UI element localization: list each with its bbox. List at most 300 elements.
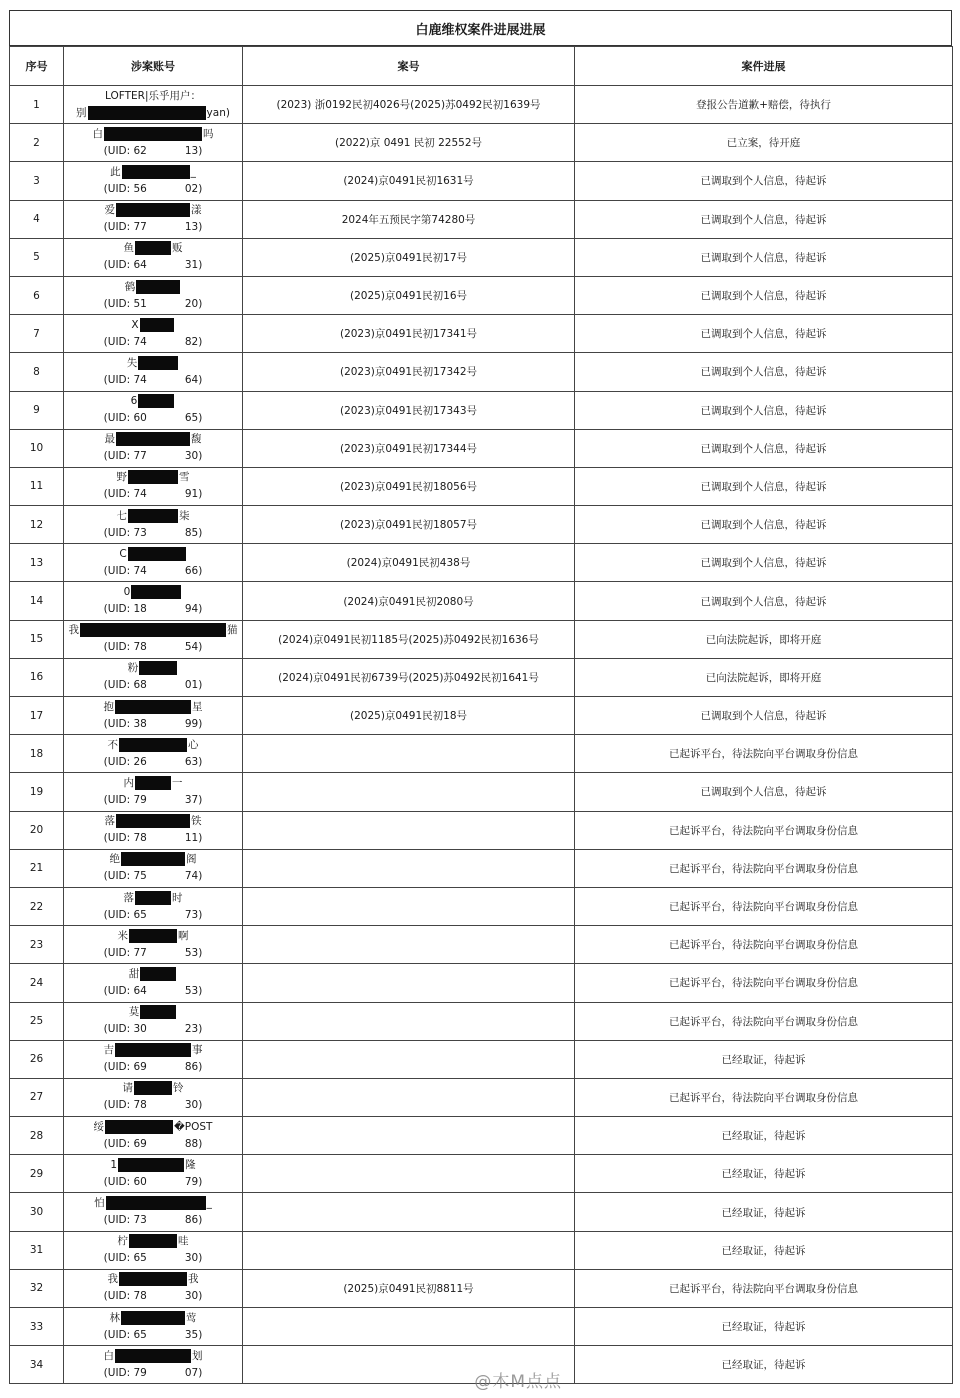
case-number-cell: (2024)京0491民初2080号 (243, 582, 575, 620)
row-index: 6 (10, 276, 64, 314)
uid-prefix: (UID: 18 (103, 603, 147, 616)
progress-cell: 已立案，待开庭 (575, 124, 953, 162)
progress-cell: 已起诉平台，待法院向平台调取身份信息 (575, 1002, 953, 1040)
progress-cell: 已起诉平台，待法院向平台调取身份信息 (575, 811, 953, 849)
uid-suffix: 30) (184, 1099, 203, 1112)
case-number-cell: (2023)京0491民初17344号 (243, 429, 575, 467)
progress-cell: 已调取到个人信息，待起诉 (575, 544, 953, 582)
redaction-bar (116, 814, 190, 828)
row-index: 2 (10, 124, 64, 162)
uid-suffix: 88) (184, 1137, 203, 1150)
uid-prefix: (UID: 60 (103, 412, 147, 425)
progress-cell: 已调取到个人信息，待起诉 (575, 773, 953, 811)
row-index: 32 (10, 1269, 64, 1307)
uid-prefix: (UID: 69 (103, 1061, 147, 1074)
account-cell (64, 658, 243, 696)
uid-prefix: (UID: 78 (103, 1099, 147, 1112)
account-prefix: 鹤 (124, 280, 136, 293)
table-row (10, 1078, 953, 1116)
account-cell (64, 86, 243, 124)
uid-prefix: (UID: 75 (103, 870, 147, 883)
account-suffix: 铁 (191, 815, 202, 828)
redaction-bar (135, 891, 171, 905)
row-index: 21 (10, 849, 64, 887)
uid-suffix: 73) (184, 908, 203, 921)
uid-suffix: 91) (184, 488, 203, 501)
account-prefix: 爱 (104, 204, 115, 217)
account-cell (64, 276, 243, 314)
uid-prefix: (UID: 56 (103, 182, 147, 195)
account-suffix: 雪 (179, 471, 190, 484)
progress-cell: 已经取证，待起诉 (575, 1193, 953, 1231)
row-index: 12 (10, 506, 64, 544)
case-number-cell: (2022)京 0491 民初 22552号 (243, 124, 575, 162)
progress-cell: 已经取证，待起诉 (575, 1117, 953, 1155)
redaction-bar (135, 241, 171, 255)
table-row (10, 697, 953, 735)
uid-prefix: (UID: 65 (103, 908, 147, 921)
uid-prefix: (UID: 79 (103, 793, 147, 806)
account-prefix: 别 (76, 106, 87, 119)
account-cell (64, 391, 243, 429)
account-cell (64, 1308, 243, 1346)
account-prefix: 怕 (94, 1197, 105, 1210)
uid-prefix: (UID: 78 (103, 641, 147, 654)
case-number-cell: (2025)京0491民初16号 (243, 276, 575, 314)
case-number-cell: (2023)京0491民初17342号 (243, 353, 575, 391)
progress-cell: 已调取到个人信息，待起诉 (575, 238, 953, 276)
row-index: 20 (10, 811, 64, 849)
progress-cell: 已调取到个人信息，待起诉 (575, 582, 953, 620)
account-cell (64, 1040, 243, 1078)
redaction-bar (138, 356, 178, 370)
uid-prefix: (UID: 79 (103, 1366, 147, 1379)
account-prefix: 请 (122, 1082, 133, 1095)
progress-cell: 已起诉平台，待法院向平台调取身份信息 (575, 1078, 953, 1116)
account-cell (64, 238, 243, 276)
row-index: 3 (10, 162, 64, 200)
case-number-cell (243, 1078, 575, 1116)
case-number-cell: (2023) 浙0192民初4026号(2025)苏0492民初1639号 (243, 86, 575, 124)
table-row (10, 887, 953, 925)
progress-cell: 已经取证，待起诉 (575, 1308, 953, 1346)
row-index: 9 (10, 391, 64, 429)
account-suffix: 我 (188, 1273, 199, 1286)
redaction-bar (139, 661, 177, 675)
progress-cell: 已调取到个人信息，待起诉 (575, 429, 953, 467)
account-cell (64, 1193, 243, 1231)
account-cell (64, 1346, 243, 1384)
header-index: 序号 (10, 47, 64, 86)
account-suffix: 铃 (173, 1082, 184, 1095)
account-suffix: 贩 (172, 242, 183, 255)
uid-suffix: 74) (184, 870, 203, 883)
case-number-cell (243, 1040, 575, 1078)
uid-suffix: 01) (184, 679, 203, 692)
table-row (10, 964, 953, 1002)
table-row (10, 315, 953, 353)
table-row (10, 506, 953, 544)
uid-prefix: (UID: 64 (103, 259, 147, 272)
redaction-bar (104, 127, 202, 141)
account-suffix: 星 (192, 700, 203, 713)
redaction-bar (88, 106, 206, 120)
case-number-cell (243, 964, 575, 1002)
case-number-cell: 2024年五预民字第74280号 (243, 200, 575, 238)
redaction-bar (121, 1311, 185, 1325)
uid-prefix: (UID: 62 (103, 144, 147, 157)
row-index: 29 (10, 1155, 64, 1193)
table-row (10, 1117, 953, 1155)
table-header-row (10, 47, 953, 86)
case-number-cell: (2025)京0491民初18号 (243, 697, 575, 735)
account-prefix: 白 (92, 127, 103, 140)
redaction-bar (128, 470, 178, 484)
row-index: 22 (10, 887, 64, 925)
row-index: 5 (10, 238, 64, 276)
account-cell (64, 582, 243, 620)
case-number-cell: (2023)京0491民初18057号 (243, 506, 575, 544)
case-number-cell (243, 1231, 575, 1269)
case-number-cell: (2025)京0491民初8811号 (243, 1269, 575, 1307)
table-row (10, 1269, 953, 1307)
case-number-cell (243, 1117, 575, 1155)
case-number-cell: (2023)京0491民初17343号 (243, 391, 575, 429)
uid-prefix: (UID: 51 (103, 297, 147, 310)
account-cell (64, 1078, 243, 1116)
progress-cell: 已调取到个人信息，待起诉 (575, 467, 953, 505)
account-prefix: 6 (130, 395, 138, 408)
progress-cell: 已起诉平台，待法院向平台调取身份信息 (575, 964, 953, 1002)
progress-cell: 已起诉平台，待法院向平台调取身份信息 (575, 926, 953, 964)
table-row (10, 276, 953, 314)
case-number-cell (243, 1308, 575, 1346)
progress-cell: 已调取到个人信息，待起诉 (575, 200, 953, 238)
progress-cell: 已经取证，待起诉 (575, 1231, 953, 1269)
uid-suffix: 65) (184, 412, 203, 425)
redaction-bar (106, 1196, 206, 1210)
uid-suffix: 30) (184, 1290, 203, 1303)
table-row (10, 1155, 953, 1193)
row-index: 19 (10, 773, 64, 811)
table-row (10, 1308, 953, 1346)
uid-suffix: 23) (184, 1023, 203, 1036)
uid-prefix: (UID: 30 (103, 1023, 147, 1036)
account-cell (64, 849, 243, 887)
uid-suffix: 13) (184, 144, 203, 157)
row-index: 10 (10, 429, 64, 467)
account-cell (64, 926, 243, 964)
account-line-1: LOFTER|乐乎用户： (105, 89, 201, 102)
account-cell (64, 811, 243, 849)
redaction-bar (128, 547, 186, 561)
table-row (10, 86, 953, 124)
redaction-bar (116, 203, 190, 217)
redaction-bar (115, 700, 191, 714)
progress-cell: 已起诉平台，待法院向平台调取身份信息 (575, 735, 953, 773)
uid-prefix: (UID: 74 (103, 564, 147, 577)
row-index: 24 (10, 964, 64, 1002)
progress-cell: 已经取证，待起诉 (575, 1040, 953, 1078)
case-number-cell: (2024)京0491民初438号 (243, 544, 575, 582)
account-suffix: 猫 (227, 624, 238, 637)
account-suffix: 吗 (203, 127, 214, 140)
account-suffix: �POST (174, 1120, 213, 1133)
uid-prefix: (UID: 77 (103, 450, 147, 463)
header-progress: 案件进展 (575, 47, 953, 86)
uid-suffix: 02) (184, 182, 203, 195)
document-title: 白鹿维权案件进展进展 (9, 10, 952, 46)
uid-suffix: 82) (184, 335, 203, 348)
header-case-number: 案号 (243, 47, 575, 86)
account-cell (64, 1231, 243, 1269)
redaction-bar (138, 394, 174, 408)
account-prefix: 落 (104, 815, 115, 828)
progress-cell: 已向法院起诉，即将开庭 (575, 620, 953, 658)
account-suffix: 阁 (186, 853, 197, 866)
account-prefix: 米 (117, 929, 128, 942)
uid-suffix: 86) (184, 1061, 203, 1074)
uid-prefix: (UID: 38 (103, 717, 147, 730)
account-suffix: 一 (172, 776, 183, 789)
uid-prefix: (UID: 26 (103, 755, 147, 768)
case-number-cell: (2023)京0491民初18056号 (243, 467, 575, 505)
row-index: 25 (10, 1002, 64, 1040)
account-cell (64, 735, 243, 773)
progress-cell: 已经取证，待起诉 (575, 1155, 953, 1193)
account-cell (64, 315, 243, 353)
uid-suffix: 30) (184, 1252, 203, 1265)
account-prefix: X (131, 318, 139, 331)
uid-suffix: 20) (184, 297, 203, 310)
uid-prefix: (UID: 65 (103, 1252, 147, 1265)
redaction-bar (122, 165, 190, 179)
uid-suffix: 99) (184, 717, 203, 730)
progress-cell: 已调取到个人信息，待起诉 (575, 353, 953, 391)
account-cell (64, 620, 243, 658)
uid-prefix: (UID: 78 (103, 1290, 147, 1303)
account-cell (64, 773, 243, 811)
uid-prefix: (UID: 73 (103, 1214, 147, 1227)
uid-suffix: 37) (184, 793, 203, 806)
account-suffix: 划 (192, 1349, 203, 1362)
header-account: 涉案账号 (64, 47, 243, 86)
table-row (10, 735, 953, 773)
table-row (10, 1040, 953, 1078)
account-cell (64, 1269, 243, 1307)
redaction-bar (119, 738, 187, 752)
account-prefix: 粉 (127, 662, 139, 675)
uid-suffix: 54) (184, 641, 203, 654)
case-number-cell (243, 773, 575, 811)
progress-cell: 已向法院起诉，即将开庭 (575, 658, 953, 696)
redaction-bar (118, 1158, 184, 1172)
account-prefix: 绥 (93, 1120, 105, 1133)
account-suffix: 哇 (178, 1235, 189, 1248)
account-cell (64, 162, 243, 200)
row-index: 30 (10, 1193, 64, 1231)
uid-prefix: (UID: 68 (103, 679, 147, 692)
table-row (10, 773, 953, 811)
case-number-cell (243, 887, 575, 925)
account-prefix: 七 (116, 509, 127, 522)
uid-prefix: (UID: 60 (103, 1175, 147, 1188)
progress-cell: 已起诉平台，待法院向平台调取身份信息 (575, 1269, 953, 1307)
uid-suffix: 94) (184, 603, 203, 616)
case-number-cell: (2024)京0491民初6739号(2025)苏0492民初1641号 (243, 658, 575, 696)
account-suffix: 啊 (178, 929, 189, 942)
account-suffix: 时 (172, 891, 183, 904)
account-cell (64, 429, 243, 467)
uid-suffix: 30) (184, 450, 203, 463)
account-prefix: 林 (109, 1311, 120, 1324)
redaction-bar (136, 280, 180, 294)
redaction-bar (135, 776, 171, 790)
uid-prefix: (UID: 74 (103, 335, 147, 348)
account-cell (64, 1002, 243, 1040)
uid-suffix: 53) (184, 984, 203, 997)
account-suffix: _ (190, 165, 196, 178)
redaction-bar (116, 432, 190, 446)
account-prefix: 我 (68, 624, 79, 637)
account-cell (64, 887, 243, 925)
redaction-bar (121, 852, 185, 866)
case-number-cell (243, 1002, 575, 1040)
uid-suffix: 07) (184, 1366, 203, 1379)
document-sheet (9, 10, 952, 1384)
account-cell (64, 200, 243, 238)
uid-prefix: (UID: 77 (103, 221, 147, 234)
account-cell (64, 697, 243, 735)
account-suffix: 莺 (186, 1311, 197, 1324)
case-number-cell (243, 1193, 575, 1231)
table-row (10, 1193, 953, 1231)
case-number-cell (243, 1155, 575, 1193)
case-number-cell: (2024)京0491民初1185号(2025)苏0492民初1636号 (243, 620, 575, 658)
uid-suffix: 63) (184, 755, 203, 768)
table-row (10, 391, 953, 429)
row-index: 26 (10, 1040, 64, 1078)
account-prefix: 莫 (128, 1006, 140, 1019)
table-row (10, 467, 953, 505)
case-number-cell (243, 735, 575, 773)
account-prefix: 吉 (103, 1044, 114, 1057)
account-prefix: 1 (110, 1158, 118, 1171)
row-index: 27 (10, 1078, 64, 1116)
redaction-bar (129, 1234, 177, 1248)
row-index: 17 (10, 697, 64, 735)
uid-prefix: (UID: 77 (103, 946, 147, 959)
account-prefix: 绝 (109, 853, 120, 866)
uid-prefix: (UID: 69 (103, 1137, 147, 1150)
account-prefix: 甜 (128, 967, 140, 980)
progress-cell: 已起诉平台，待法院向平台调取身份信息 (575, 887, 953, 925)
uid-prefix: (UID: 74 (103, 488, 147, 501)
redaction-bar (105, 1120, 173, 1134)
row-index: 7 (10, 315, 64, 353)
account-cell (64, 506, 243, 544)
uid-suffix: 31) (184, 259, 203, 272)
progress-cell: 已经取证，待起诉 (575, 1346, 953, 1384)
row-index: 16 (10, 658, 64, 696)
account-suffix: 事 (192, 1044, 203, 1057)
case-number-cell: (2024)京0491民初1631号 (243, 162, 575, 200)
account-suffix: yan) (206, 106, 230, 119)
case-table (9, 46, 953, 1384)
table-row (10, 620, 953, 658)
row-index: 13 (10, 544, 64, 582)
case-number-cell: (2023)京0491民初17341号 (243, 315, 575, 353)
row-index: 8 (10, 353, 64, 391)
table-row (10, 124, 953, 162)
redaction-bar (140, 1005, 176, 1019)
account-prefix: 不 (107, 738, 118, 751)
watermark: @木M点点 (474, 1372, 562, 1392)
table-row (10, 1231, 953, 1269)
progress-cell: 已调取到个人信息，待起诉 (575, 276, 953, 314)
account-suffix: _ (206, 1197, 212, 1210)
case-number-cell (243, 849, 575, 887)
case-number-cell: (2025)京0491民初17号 (243, 238, 575, 276)
row-index: 28 (10, 1117, 64, 1155)
progress-cell: 已调取到个人信息，待起诉 (575, 391, 953, 429)
row-index: 31 (10, 1231, 64, 1269)
account-cell (64, 964, 243, 1002)
row-index: 18 (10, 735, 64, 773)
account-prefix: 此 (110, 165, 121, 178)
uid-suffix: 66) (184, 564, 203, 577)
account-suffix: 心 (188, 738, 199, 751)
uid-prefix: (UID: 74 (103, 373, 147, 386)
table-row (10, 238, 953, 276)
table-row (10, 811, 953, 849)
uid-suffix: 11) (184, 832, 203, 845)
progress-cell: 已调取到个人信息，待起诉 (575, 697, 953, 735)
redaction-bar (115, 1349, 191, 1363)
table-row (10, 353, 953, 391)
account-prefix: 落 (123, 891, 134, 904)
row-index: 33 (10, 1308, 64, 1346)
redaction-bar (140, 967, 176, 981)
account-cell (64, 124, 243, 162)
account-cell (64, 1117, 243, 1155)
account-prefix: 白 (103, 1349, 114, 1362)
redaction-bar (80, 623, 226, 637)
progress-cell: 已调取到个人信息，待起诉 (575, 315, 953, 353)
uid-suffix: 13) (184, 221, 203, 234)
account-suffix: 漾 (191, 204, 202, 217)
account-prefix: 抱 (103, 700, 114, 713)
progress-cell: 已起诉平台，待法院向平台调取身份信息 (575, 849, 953, 887)
row-index: 14 (10, 582, 64, 620)
row-index: 15 (10, 620, 64, 658)
uid-suffix: 35) (184, 1328, 203, 1341)
account-prefix: 鱼 (123, 242, 134, 255)
case-number-cell (243, 811, 575, 849)
account-cell (64, 544, 243, 582)
table-row (10, 162, 953, 200)
account-prefix: 内 (123, 776, 134, 789)
uid-suffix: 79) (184, 1175, 203, 1188)
account-cell (64, 467, 243, 505)
table-row (10, 926, 953, 964)
table-row (10, 1002, 953, 1040)
redaction-bar (131, 585, 181, 599)
account-suffix: 馥 (191, 433, 202, 446)
redaction-bar (140, 318, 174, 332)
redaction-bar (115, 1043, 191, 1057)
account-cell (64, 1155, 243, 1193)
